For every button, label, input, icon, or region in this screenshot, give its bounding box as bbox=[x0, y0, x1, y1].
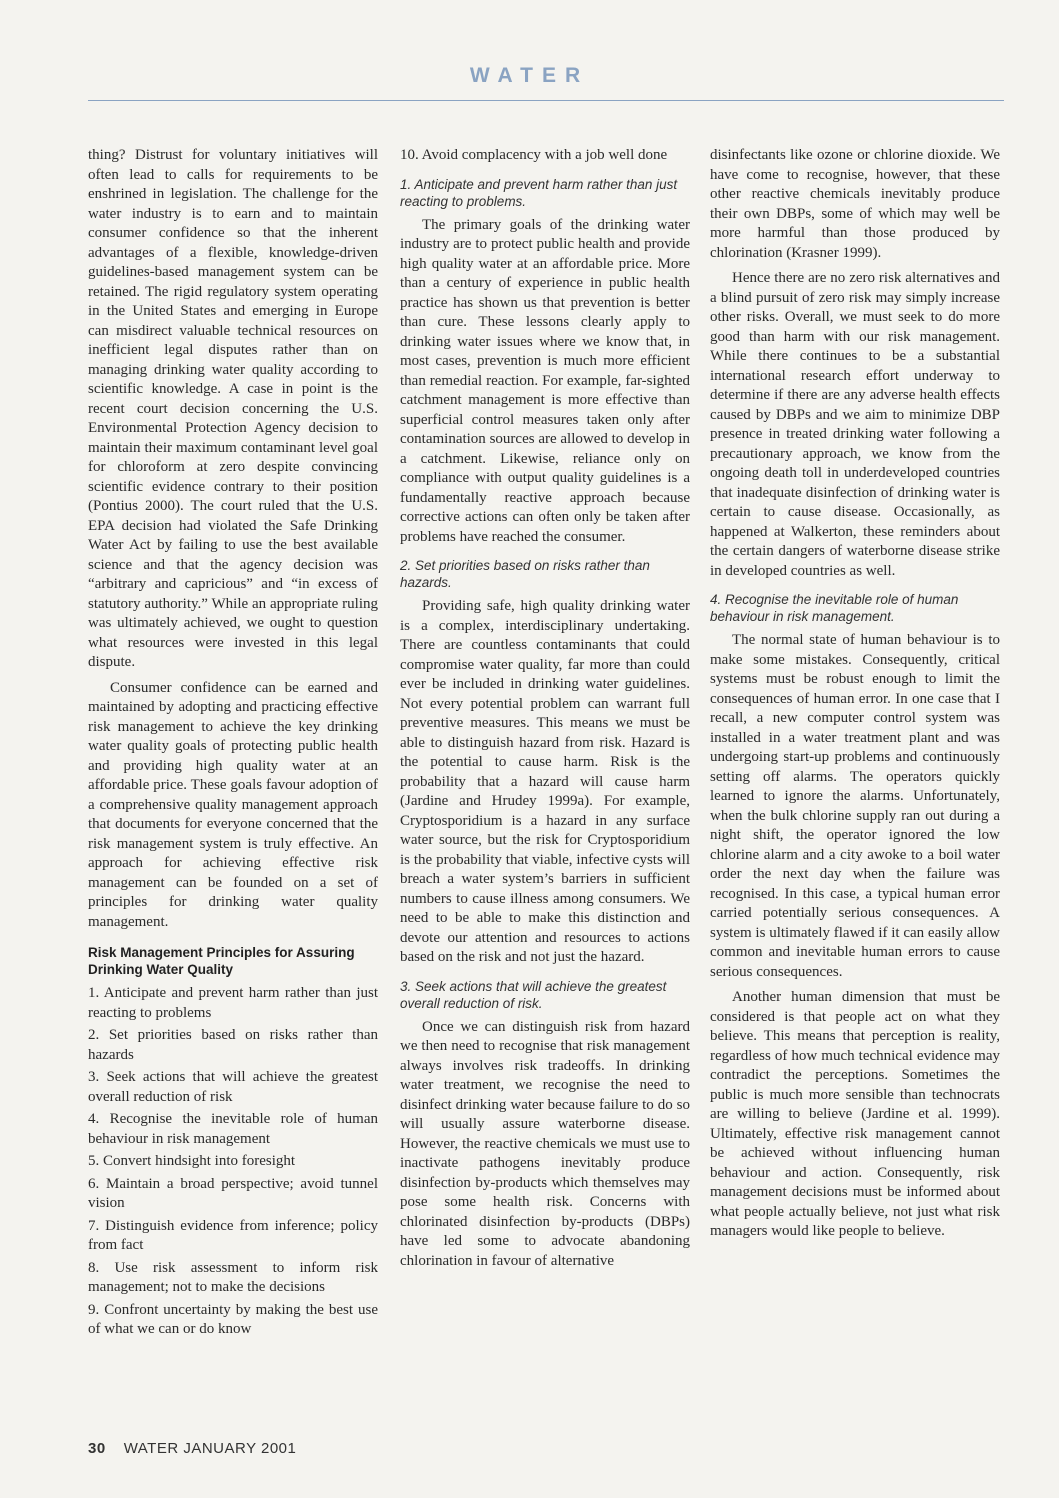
list-item: 6. Maintain a broad perspective; avoid tunnel vision bbox=[88, 1175, 378, 1211]
paragraph: The normal state of human behaviour is to make some mistakes. Consequently, critical systems must be robust enough to limit the consequences of human error. In one case that I recall, a new computer control system was installed in a water treatment plant and was undergoing start-up problems and continuously setting off alarms. The operators quickly learned to ignore the alarms. Unfortunately, when the bulk chlorine supply ran out during a night shift, the operator ignored the low chlorine alarm and a city awoke to a boil water order the next day when the failure was recognised. In this case, a typical human error carried potentially serious consequences. A system is ultimately flawed if it can easily allow common and inevitable human errors to cause serious consequences. bbox=[710, 632, 1000, 980]
paragraph: Another human dimension that must be considered is that people act on what they believe. This means that perception is reality, regardless of how much technical evidence may contradict the perceptions. Sometimes the public is much more sensible than technocrats are willing to believe (Jardine et al. 1999). Ultimately, effective risk management cannot be achieved without influencing human behaviour and action. Consequently, risk management decisions must be informed about what people actually believe, not just what risk managers would like people to believe. bbox=[710, 989, 1000, 1239]
paragraph: disinfectants like ozone or chlorine dioxide. We have come to recognise, however, that these other reactive chemicals inevitably produce their own DBPs, some of which may well be more harmful than those produced by chlorination (Krasner 1999). bbox=[710, 147, 1000, 261]
page-number: 30 bbox=[88, 1440, 106, 1457]
paragraph: Once we can distinguish risk from hazard we then need to recognise that risk management always involves risk tradeoffs. In drinking water treatment, we recognise the need to disinfect drinking water because failure to do so will usually assure waterborne disease. However, the reactive chemicals we must use to inactivate pathogens inevitably produce disinfection by-products which themselves may pose some health risk. Concerns with chlorinated disinfection by-products (DBPs) have led some to advocate abandoning chlorination in favour of alternative bbox=[400, 1018, 690, 1269]
list-item: 2. Set priorities based on risks rather than hazards bbox=[88, 1027, 378, 1063]
column-2 bbox=[400, 146, 690, 1277]
list-item: 4. Recognise the inevitable role of human behaviour in risk management bbox=[88, 1111, 378, 1147]
page-footer bbox=[88, 1440, 296, 1457]
principles-list bbox=[88, 984, 378, 1340]
column-3 bbox=[710, 146, 1000, 1248]
list-item: 5. Convert hindsight into foresight bbox=[88, 1153, 296, 1169]
principles-heading: Risk Management Principles for Assuring Drinking Water Quality bbox=[88, 945, 355, 977]
paragraph: Hence there are no zero risk alternatives and a blind pursuit of zero risk may simply increase other risks. Overall, we must seek to do more good than harm with our risk management. While there continues to be a substantial international research effort underway to determine if there are any adverse health effects caused by DBPs and we aim to minimize DBP presence in treated drinking water following a precautionary approach, we know from the ongoing death toll in underdeveloped countries that inadequate disinfection of drinking water is certain to cause disease. Occasionally, as happened at Walkerton, these reminders about the certain dangers of waterborne disease strike in developed countries as well. bbox=[710, 270, 1000, 579]
paragraph: Consumer confidence can be earned and maintained by adopting and practicing effective risk management to achieve the key drinking water quality goals of protecting public health and providing high quality water at an affordable price. These goals favour adoption of a comprehensive quality management approach that documents for everyone concerned that the risk management system is truly effective. An approach for achieving effective risk management can be founded on a set of principles for drinking water quality management. bbox=[88, 679, 378, 930]
column-1 bbox=[88, 146, 378, 1343]
paragraph: Providing safe, high quality drinking water is a complex, interdisciplinary undertaking. There are countless contaminants that could compromise water quality, far more than could ever be included in drinking water guidelines. Not every potential problem can warrant full preventive measures. This means we must be able to distinguish hazard from risk. Hazard is the potential to cause harm. Risk is the probability that a hazard will cause harm (Jardine and Hrudey 1999a). For example, Cryptosporidium is a hazard in any surface water source, but the risk for Cryptosporidium is the probability that viable, infective cysts will breach a water system’s barriers in sufficient numbers to cause illness among consumers. We need to be able to make this distinction and devote our attention and resources to actions based on the risk and not just the hazard. bbox=[400, 598, 690, 965]
list-item: 9. Confront uncertainty by making the best use of what we can or do know bbox=[88, 1301, 378, 1337]
subheading: 1. Anticipate and prevent harm rather than just reacting to problems. bbox=[400, 176, 678, 209]
header-rule bbox=[88, 100, 1004, 101]
publication-name: WATER JANUARY 2001 bbox=[123, 1440, 297, 1457]
subheading: 2. Set priorities based on risks rather than hazards. bbox=[400, 558, 650, 590]
section-title: WATER bbox=[469, 64, 590, 87]
subheading: 4. Recognise the inevitable role of human behaviour in risk management. bbox=[710, 592, 959, 624]
subheading: 3. Seek actions that will achieve the greatest overall reduction of risk. bbox=[400, 978, 667, 1011]
paragraph: thing? Distrust for voluntary initiatives will often lead to calls for requirements to be enshrined in legislation. The challenge for the water industry is to earn and to maintain consumer confidence so that the inherent advantages of a flexible, knowledge-driven guidelines-based management system can be retained. The rigid regulatory system operating in the United States and emerging in Europe can misdirect valuable technical resources on inefficient legal disputes rather than on managing drinking water quality according to scientific knowledge. A case in point is the recent court decision concerning the U.S. Environmental Protection Agency decision to maintain their maximum contaminant level goal for chloroform at zero despite convincing scientific evidence contrary to their position (Pontius 2000). The court ruled that the U.S. EPA decision had violated the Safe Drinking Water Act by failing to use the best available science and that the agency decision was “arbitrary and capricious” and “in excess of statutory authority.” While an appropriate ruling was ultimately achieved, we ought to question what resources were invested in this legal dispute. bbox=[88, 147, 378, 670]
paragraph: The primary goals of the drinking water industry are to protect public health and provide high quality water at an affordable price. More than a century of experience in public health practice has shown us that prevention is better than cure. These lessons clearly apply to drinking water issues where we know that, in most cases, prevention is much more efficient than remedial reaction. For example, far-sighted catchment management is more effective than superficial control measures taken only after contamination sources are allowed to develop in a catchment. Likewise, reliance only on compliance with output quality guidelines is a fundamentally reactive approach because corrective actions can often only be taken after problems have reached the consumer. bbox=[400, 216, 690, 545]
list-item: 1. Anticipate and prevent harm rather than just reacting to problems bbox=[88, 985, 378, 1021]
list-item: 10. Avoid complacency with a job well done bbox=[400, 147, 668, 163]
list-item: 3. Seek actions that will achieve the greatest overall reduction of risk bbox=[88, 1069, 378, 1105]
list-item: 7. Distinguish evidence from inference; policy from fact bbox=[88, 1217, 378, 1253]
list-item: 8. Use risk assessment to inform risk management; not to make the decisions bbox=[88, 1259, 378, 1295]
